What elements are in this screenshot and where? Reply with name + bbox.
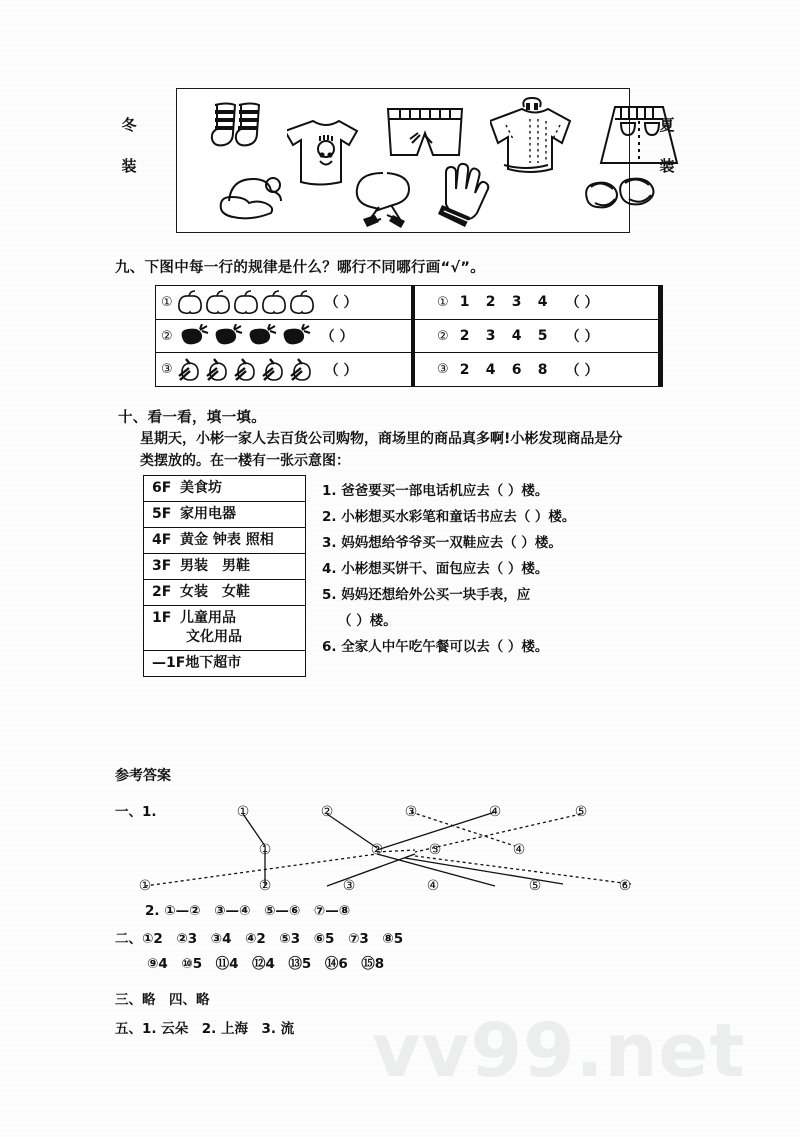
shopping-question-5-continued[interactable]: （ ）楼。 <box>338 613 397 629</box>
answer-blank[interactable]: （ ） <box>324 362 358 379</box>
number-sequence: 1 2 3 4 <box>459 294 548 311</box>
answer-blank[interactable]: （ ） <box>565 329 599 345</box>
sweater-icon <box>490 95 580 189</box>
winter-label-char-1: 冬 <box>121 116 137 134</box>
match-node-mid-4: ④ <box>512 842 526 858</box>
clothing-illustration-panel <box>118 88 678 233</box>
pattern-table-left-column <box>156 286 415 386</box>
match-node-mid-3: ③ <box>428 842 442 858</box>
table-row <box>415 320 658 354</box>
winter-clothes-label <box>118 118 140 200</box>
floor-name: 黄金 钟表 照相 <box>180 532 274 548</box>
row-index: ① <box>437 294 449 310</box>
scarf-icon <box>349 167 427 237</box>
apple-icon-group <box>176 290 315 314</box>
row-index: ② <box>437 328 449 344</box>
winter-hat-icon <box>213 171 287 227</box>
summer-label-char-1: 夏 <box>659 116 675 134</box>
shopping-question-2[interactable]: 2. 小彬想买水彩笔和童话书应去（ ）楼。 <box>322 509 576 525</box>
answer-section-5: 五、1. 云朵 2. 上海 3. 流 <box>115 1021 295 1037</box>
match-node-bottom-2: ② <box>258 878 272 894</box>
table-row <box>156 286 411 320</box>
striped-socks-icon <box>205 99 267 161</box>
floor-row <box>144 528 305 554</box>
number-sequence: 2 4 6 8 <box>459 361 548 378</box>
row-index: ② <box>161 328 173 344</box>
row-index: ③ <box>437 362 449 378</box>
winter-label-char-2: 装 <box>121 157 137 175</box>
shorts-icon <box>382 103 468 167</box>
answer-blank[interactable]: （ ） <box>565 295 599 312</box>
match-node-top-1: ① <box>236 804 250 820</box>
match-node-mid-1: ① <box>258 842 272 858</box>
match-node-bottom-5: ⑤ <box>528 878 542 894</box>
floor-row <box>144 606 305 651</box>
table-row <box>156 320 411 354</box>
question-10-heading: 十、看一看，填一填。 <box>118 410 266 426</box>
shopping-question-5[interactable]: 5. 妈妈还想给外公买一块手表，应 <box>322 587 531 603</box>
answer-key-title: 参考答案 <box>115 768 171 784</box>
glove-icon <box>430 161 492 231</box>
question-10-body-line-1: 星期天，小彬一家人去百货公司购物，商场里的商品真多啊!小彬发现商品是分 <box>140 431 623 447</box>
shopping-questions-list <box>322 478 662 660</box>
floor-name-secondary: 文化用品 <box>186 629 242 645</box>
floor-name: 男装 男鞋 <box>180 558 250 574</box>
answer-line-1-2: 2. ①—② ③—④ ⑤—⑥ ⑦—⑧ <box>145 903 351 919</box>
answer-section-2-row-2: ⑨4 ⑩5 ⑪4 ⑫4 ⑬5 ⑭6 ⑮8 <box>147 956 385 972</box>
floor-name: 女装 女鞋 <box>180 584 250 600</box>
match-node-top-3: ③ <box>404 804 418 820</box>
floor-level: —1F <box>152 655 186 671</box>
number-sequence: 2 3 4 5 <box>459 328 548 344</box>
question-9-heading: 九、下图中每一行的规律是什么？哪行不同哪行画“√”。 <box>115 260 486 276</box>
question-10-body-line-2: 类摆放的。在一楼有一张示意图： <box>140 453 350 469</box>
match-node-bottom-6: ⑥ <box>618 878 632 894</box>
floor-directory-table <box>143 475 306 677</box>
table-row <box>415 286 658 320</box>
sandals-icon <box>577 169 667 225</box>
site-watermark: vv99.net <box>372 1008 746 1094</box>
shopping-question-6[interactable]: 6. 全家人中午吃午餐可以去（ ）楼。 <box>322 639 549 655</box>
pattern-table-right-column <box>415 286 658 386</box>
skirt-icon <box>597 101 681 175</box>
floor-row <box>144 580 305 606</box>
table-row <box>156 353 411 386</box>
shopping-question-3[interactable]: 3. 妈妈想给爷爷买一双鞋应去（ ）楼。 <box>322 535 562 551</box>
answer-section-2-row-1: 二、①2 ②3 ③4 ④2 ⑤3 ⑥5 ⑦3 ⑧5 <box>115 931 404 947</box>
floor-row <box>144 554 305 580</box>
floor-level: 2F <box>152 584 172 600</box>
summer-label-char-2: 装 <box>659 157 675 175</box>
clothing-box <box>176 88 630 233</box>
match-node-bottom-1: ① <box>138 878 152 894</box>
floor-level: 3F <box>152 558 172 574</box>
floor-level: 1F <box>152 610 172 626</box>
shopping-question-4[interactable]: 4. 小彬想买饼干、面包应去（ ）楼。 <box>322 561 549 577</box>
floor-name: 地下超市 <box>185 655 242 671</box>
pear-icon-group <box>176 358 315 382</box>
shopping-question-1[interactable]: 1. 爸爸要买一部电话机应去（ ）楼。 <box>322 483 549 499</box>
floor-row <box>144 476 305 502</box>
match-node-top-4: ④ <box>488 804 502 820</box>
match-node-mid-2: ② <box>370 842 384 858</box>
row-index: ① <box>161 294 173 310</box>
answer-section-1-label: 一、1. <box>115 804 157 820</box>
floor-row <box>144 651 305 676</box>
floor-level: 6F <box>152 480 172 496</box>
floor-level: 5F <box>152 506 172 522</box>
floor-row <box>144 502 305 528</box>
answer-section-3-and-4: 三、略 四、略 <box>115 992 210 1008</box>
match-node-bottom-4: ④ <box>426 878 440 894</box>
floor-name: 家用电器 <box>180 506 236 522</box>
answer-blank[interactable]: （ ） <box>324 295 358 312</box>
row-index: ③ <box>161 362 173 378</box>
floor-name: 儿童用品 <box>180 610 236 626</box>
pattern-table <box>155 285 663 387</box>
match-node-bottom-3: ③ <box>342 878 356 894</box>
floor-level: 4F <box>152 532 172 548</box>
eggplant-icon-group <box>176 324 311 348</box>
answer-blank[interactable]: （ ） <box>320 329 354 345</box>
match-node-top-2: ② <box>320 804 334 820</box>
table-row <box>415 353 658 386</box>
match-node-top-5: ⑤ <box>574 804 588 820</box>
floor-name: 美食坊 <box>180 480 222 496</box>
answer-blank[interactable]: （ ） <box>565 362 599 379</box>
matching-answer-diagram <box>115 798 655 896</box>
